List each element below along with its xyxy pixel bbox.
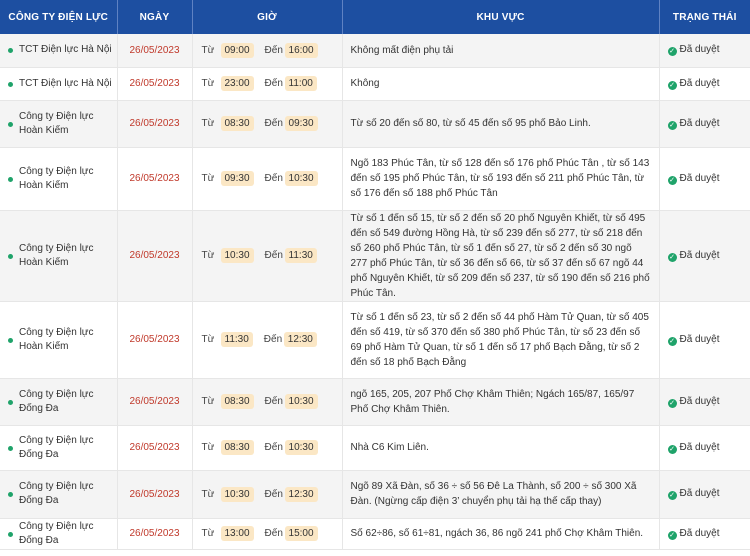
status-badge: Đã duyệt	[679, 333, 720, 345]
time-cell	[192, 210, 342, 301]
start-time: 09:30	[221, 171, 254, 186]
to-label: Đến	[264, 44, 283, 56]
to-label: Đến	[264, 442, 283, 453]
status-badge: Đã duyệt	[679, 77, 720, 89]
header-time: GIỜ	[192, 0, 342, 34]
table-row	[0, 425, 750, 470]
status-dot-icon	[8, 492, 13, 497]
company-name: Công ty Điện lực Đống Đa	[19, 481, 94, 506]
check-circle-icon: ✓	[669, 47, 675, 56]
company-name: TCT Điện lực Hà Nội	[19, 44, 112, 56]
status-dot-icon	[8, 177, 13, 182]
area-cell: Từ số 20 đến số 80, từ số 45 đến số 95 phố Bảo Linh.	[342, 100, 659, 147]
company-cell	[0, 518, 117, 549]
company-name: Công ty Điện lực Hoàn Kiếm	[19, 326, 94, 352]
to-label: Đến	[264, 78, 283, 89]
check-circle-icon: ✓	[669, 175, 675, 184]
table-body	[0, 34, 750, 549]
from-label: Từ	[201, 528, 215, 539]
check-circle-icon: ✓	[669, 80, 675, 89]
company-name: Công ty Điện lực Đống Đa	[19, 388, 94, 414]
date-cell: 26/05/2023	[117, 147, 192, 210]
status-cell	[659, 470, 750, 518]
date-cell: 26/05/2023	[117, 67, 192, 100]
to-label: Đến	[264, 250, 283, 261]
start-time: 08:30	[221, 116, 254, 131]
table-row	[0, 100, 750, 147]
from-label: Từ	[201, 78, 215, 89]
from-label: Từ	[201, 442, 215, 453]
status-cell	[659, 147, 750, 210]
start-time: 08:30	[221, 440, 254, 455]
company-name: Công ty Điện lực Đống Đa	[19, 434, 94, 460]
start-time: 23:00	[221, 76, 254, 91]
status-dot-icon	[8, 446, 13, 451]
end-time: 15:00	[285, 526, 318, 541]
time-cell	[192, 378, 342, 425]
status-badge: Đã duyệt	[679, 117, 720, 129]
to-label: Đến	[264, 396, 283, 407]
table-row	[0, 34, 750, 67]
start-time: 08:30	[221, 394, 254, 409]
to-label: Đến	[264, 173, 283, 184]
table-header	[0, 0, 750, 34]
area-cell: Ngõ 183 Phúc Tân, từ số 128 đến số 176 phố Phúc Tân , từ số 143 đến số 195 phố Phúc Tân, từ số 193 đến số 211 phố Phúc Tân, từ số 176 đến số 188 phố Phúc Tân	[342, 147, 659, 210]
status-badge: Đã duyệt	[679, 172, 720, 184]
from-label: Từ	[201, 334, 215, 345]
company-cell	[0, 425, 117, 470]
company-cell	[0, 147, 117, 210]
time-cell	[192, 470, 342, 518]
end-time: 10:30	[285, 171, 318, 186]
status-cell	[659, 34, 750, 67]
table-row	[0, 67, 750, 100]
start-time: 09:00	[221, 43, 254, 58]
table-row	[0, 301, 750, 378]
area-cell: Nhà C6 Kim Liên.	[342, 425, 659, 470]
date-cell: 26/05/2023	[117, 378, 192, 425]
end-time: 11:30	[285, 248, 317, 263]
status-cell	[659, 425, 750, 470]
status-cell	[659, 210, 750, 301]
status-badge: Đã duyệt	[679, 395, 720, 407]
header-area: KHU VỰC	[342, 0, 659, 34]
company-name: Công ty Điện lực Đống Đa	[19, 520, 94, 546]
status-dot-icon	[8, 82, 13, 87]
area-cell: Không	[342, 67, 659, 100]
date-cell: 26/05/2023	[117, 34, 192, 67]
status-cell	[659, 378, 750, 425]
check-circle-icon: ✓	[669, 252, 675, 261]
header-company: CÔNG TY ĐIỆN LỰC	[0, 0, 117, 34]
company-cell	[0, 470, 117, 518]
end-time: 11:00	[285, 76, 317, 91]
time-cell	[192, 147, 342, 210]
from-label: Từ	[201, 173, 215, 184]
to-label: Đến	[264, 118, 283, 129]
time-cell	[192, 67, 342, 100]
status-dot-icon	[8, 400, 13, 405]
check-circle-icon: ✓	[669, 491, 675, 499]
from-label: Từ	[201, 44, 215, 56]
date-cell: 26/05/2023	[117, 301, 192, 378]
to-label: Đến	[264, 528, 283, 539]
company-name: Công ty Điện lực Hoàn Kiếm	[19, 242, 94, 268]
time-cell	[192, 34, 342, 67]
start-time: 13:00	[221, 526, 254, 541]
check-circle-icon: ✓	[669, 444, 675, 453]
area-cell: Ngõ 89 Xã Đàn, số 36 ÷ số 56 Đê La Thành, số 200 ÷ số 300 Xã Đàn. (Ngừng cấp điện 3’ chuyển phụ tải hạ thế cấp thay)	[342, 470, 659, 518]
to-label: Đến	[263, 334, 283, 345]
end-time: 16:00	[285, 43, 318, 58]
time-cell	[192, 301, 342, 378]
check-circle-icon: ✓	[669, 120, 675, 129]
date-cell: 26/05/2023	[117, 470, 192, 518]
time-cell	[192, 518, 342, 549]
area-cell: Từ số 1 đến số 23, từ số 2 đến số 44 phố Hàm Tử Quan, từ số 405 đến số 419, từ số 370 đến số 380 phố Phúc Tân, từ số 23 đến số 69 phố Hàm Tử Quan, từ số 1 đến số 17 phố Bạch Đằng, từ số 2 đến số 18 phố Bạch Đằng	[342, 301, 659, 378]
table-row	[0, 378, 750, 425]
company-cell	[0, 67, 117, 100]
company-name: TCT Điện lực Hà Nội	[19, 77, 112, 89]
start-time: 10:30	[221, 248, 254, 263]
status-dot-icon	[8, 532, 13, 537]
area-cell: Từ số 1 đến số 15, từ số 2 đến số 20 phố Nguyên Khiết, từ số 495 đến số 549 đường Hồng Hà, từ số 239 đến số 277, từ số 218 đến số 260 phố Phúc Tân, từ số 1 đến số 27, từ số 2 đến số 30 ngõ 277 phố Phúc Tân, từ số 36 đến số 66, từ số 37 đến số 67 ngõ 44 phố Nguyên Khiết, từ số 209 đến số 237, từ số 190 đến số 216 phố Phúc Tân.	[342, 210, 659, 301]
start-time: 11:30	[221, 332, 253, 347]
time-cell	[192, 425, 342, 470]
start-time: 10:30	[221, 487, 254, 502]
table-row	[0, 518, 750, 549]
end-time: 12:30	[284, 332, 317, 347]
company-cell	[0, 301, 117, 378]
company-cell	[0, 378, 117, 425]
check-circle-icon: ✓	[669, 336, 675, 345]
status-cell	[659, 100, 750, 147]
status-badge: Đã duyệt	[679, 441, 720, 453]
to-label: Đến	[264, 488, 283, 500]
status-cell	[659, 518, 750, 549]
end-time: 12:30	[285, 487, 318, 502]
status-badge: Đã duyệt	[679, 44, 720, 56]
company-cell	[0, 210, 117, 301]
from-label: Từ	[201, 250, 215, 261]
header-status: TRẠNG THÁI	[659, 0, 750, 34]
company-name: Công ty Điện lực Hoàn Kiếm	[19, 165, 94, 191]
date-cell: 26/05/2023	[117, 100, 192, 147]
table-row	[0, 147, 750, 210]
from-label: Từ	[201, 488, 215, 500]
end-time: 10:30	[285, 394, 318, 409]
company-name: Công ty Điện lực Hoàn Kiếm	[19, 110, 94, 136]
status-dot-icon	[8, 338, 13, 343]
status-dot-icon	[8, 48, 13, 53]
table-row	[0, 470, 750, 518]
status-cell	[659, 301, 750, 378]
from-label: Từ	[201, 118, 215, 129]
area-cell: Không mất điện phụ tải	[342, 34, 659, 67]
check-circle-icon: ✓	[669, 530, 675, 539]
status-dot-icon	[8, 122, 13, 127]
check-circle-icon: ✓	[669, 398, 675, 407]
from-label: Từ	[201, 396, 215, 407]
status-badge: Đã duyệt	[679, 488, 720, 499]
table-row	[0, 210, 750, 301]
area-cell: Số 62÷86, số 61÷81, ngách 36, 86 ngõ 241 phố Chợ Khâm Thiên.	[342, 518, 659, 549]
end-time: 09:30	[285, 116, 318, 131]
date-cell: 26/05/2023	[117, 210, 192, 301]
end-time: 10:30	[285, 440, 318, 455]
company-cell	[0, 34, 117, 67]
date-cell: 26/05/2023	[117, 518, 192, 549]
date-cell: 26/05/2023	[117, 425, 192, 470]
company-cell	[0, 100, 117, 147]
header-date: NGÀY	[117, 0, 192, 34]
time-cell	[192, 100, 342, 147]
status-cell	[659, 67, 750, 100]
status-badge: Đã duyệt	[679, 249, 720, 261]
area-cell: ngõ 165, 205, 207 Phố Chợ Khâm Thiên; Ngách 165/87, 165/97 Phố Chợ Khâm Thiên.	[342, 378, 659, 425]
status-badge: Đã duyệt	[679, 527, 720, 539]
status-dot-icon	[8, 254, 13, 259]
